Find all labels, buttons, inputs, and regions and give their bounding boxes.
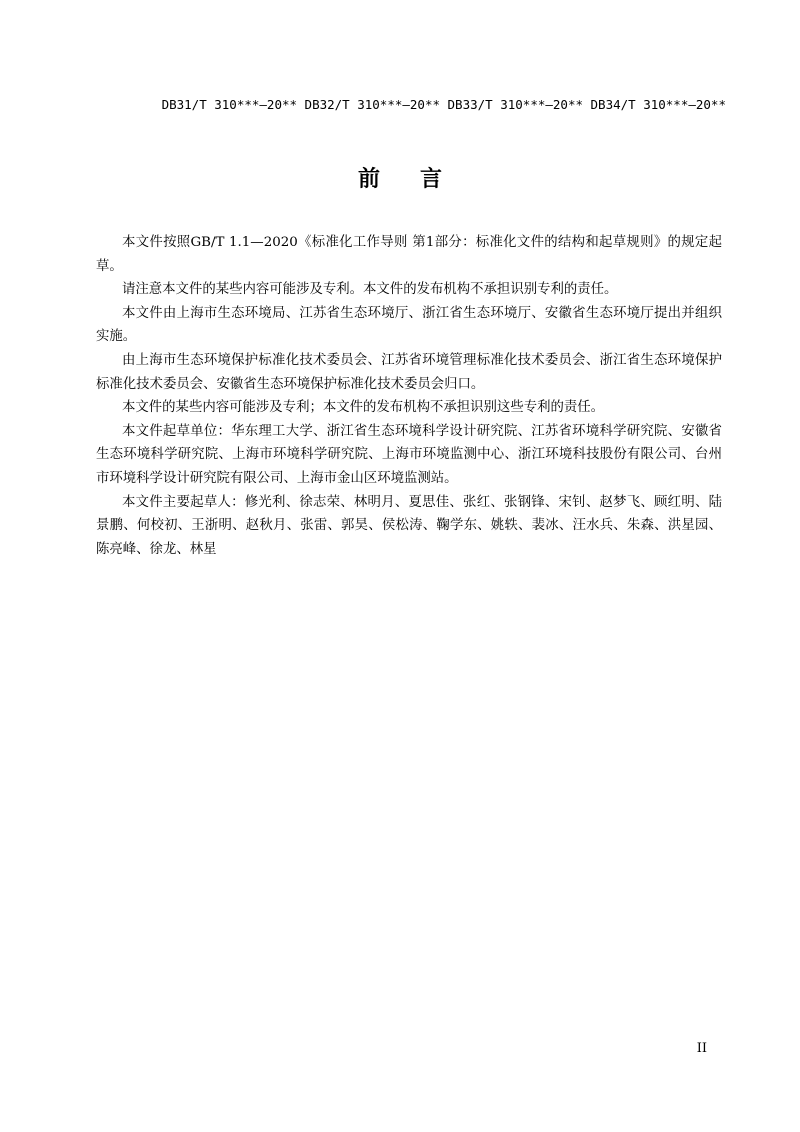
paragraph-patent-notice: 请注意本文件的某些内容可能涉及专利。本文件的发布机构不承担识别专利的责任。 [122, 282, 618, 298]
page-title: 前言 [357, 167, 482, 192]
paragraph-technical-committees: 由上海市生态环境保护标准化技术委员会、江苏省环境管理标准化技术委员会、浙江省生态环境保护标准化技术委员会、安徽省生态环境保护标准化技术委员会归口。 [96, 352, 722, 392]
paragraph-drafting-rules: 本文件按照GB/T 1.1—2020《标准化工作导则 第1部分：标准化文件的结构和起草规则》的规定起草。 [96, 235, 722, 274]
foreword-body [96, 231, 722, 561]
page-number: II [696, 1041, 707, 1056]
paragraph-patent-responsibility: 本文件的某些内容可能涉及专利；本文件的发布机构不承担识别这些专利的责任。 [122, 400, 605, 416]
page-header-standard-numbers: DB31/T 310***—20** DB32/T 310***—20** DB33/T 310***—20** DB34/T 310***—20** [161, 97, 726, 112]
paragraph-drafting-units: 本文件起草单位：华东理工大学、浙江省生态环境科学设计研究院、江苏省环境科学研究院、安徽省生态环境科学研究院、上海市环境科学研究院、上海市环境监测中心、浙江环境科技股份有限公司、台州市环境科学设计研究院有限公司、上海市金山区环境监测站。 [96, 423, 722, 486]
paragraph-proposing-bodies: 本文件由上海市生态环境局、江苏省生态环境厅、浙江省生态环境厅、安徽省生态环境厅提出并组织实施。 [96, 305, 722, 345]
paragraph-main-drafters: 本文件主要起草人：修光利、徐志荣、林明月、夏思佳、张红、张钢锋、宋钊、赵梦飞、顾红明、陆景鹏、何校初、王浙明、赵秋月、张雷、郭昊、侯松涛、鞠学东、姚轶、裴冰、汪水兵、朱森、洪星园、陈亮峰、徐龙、林星 [96, 494, 722, 557]
